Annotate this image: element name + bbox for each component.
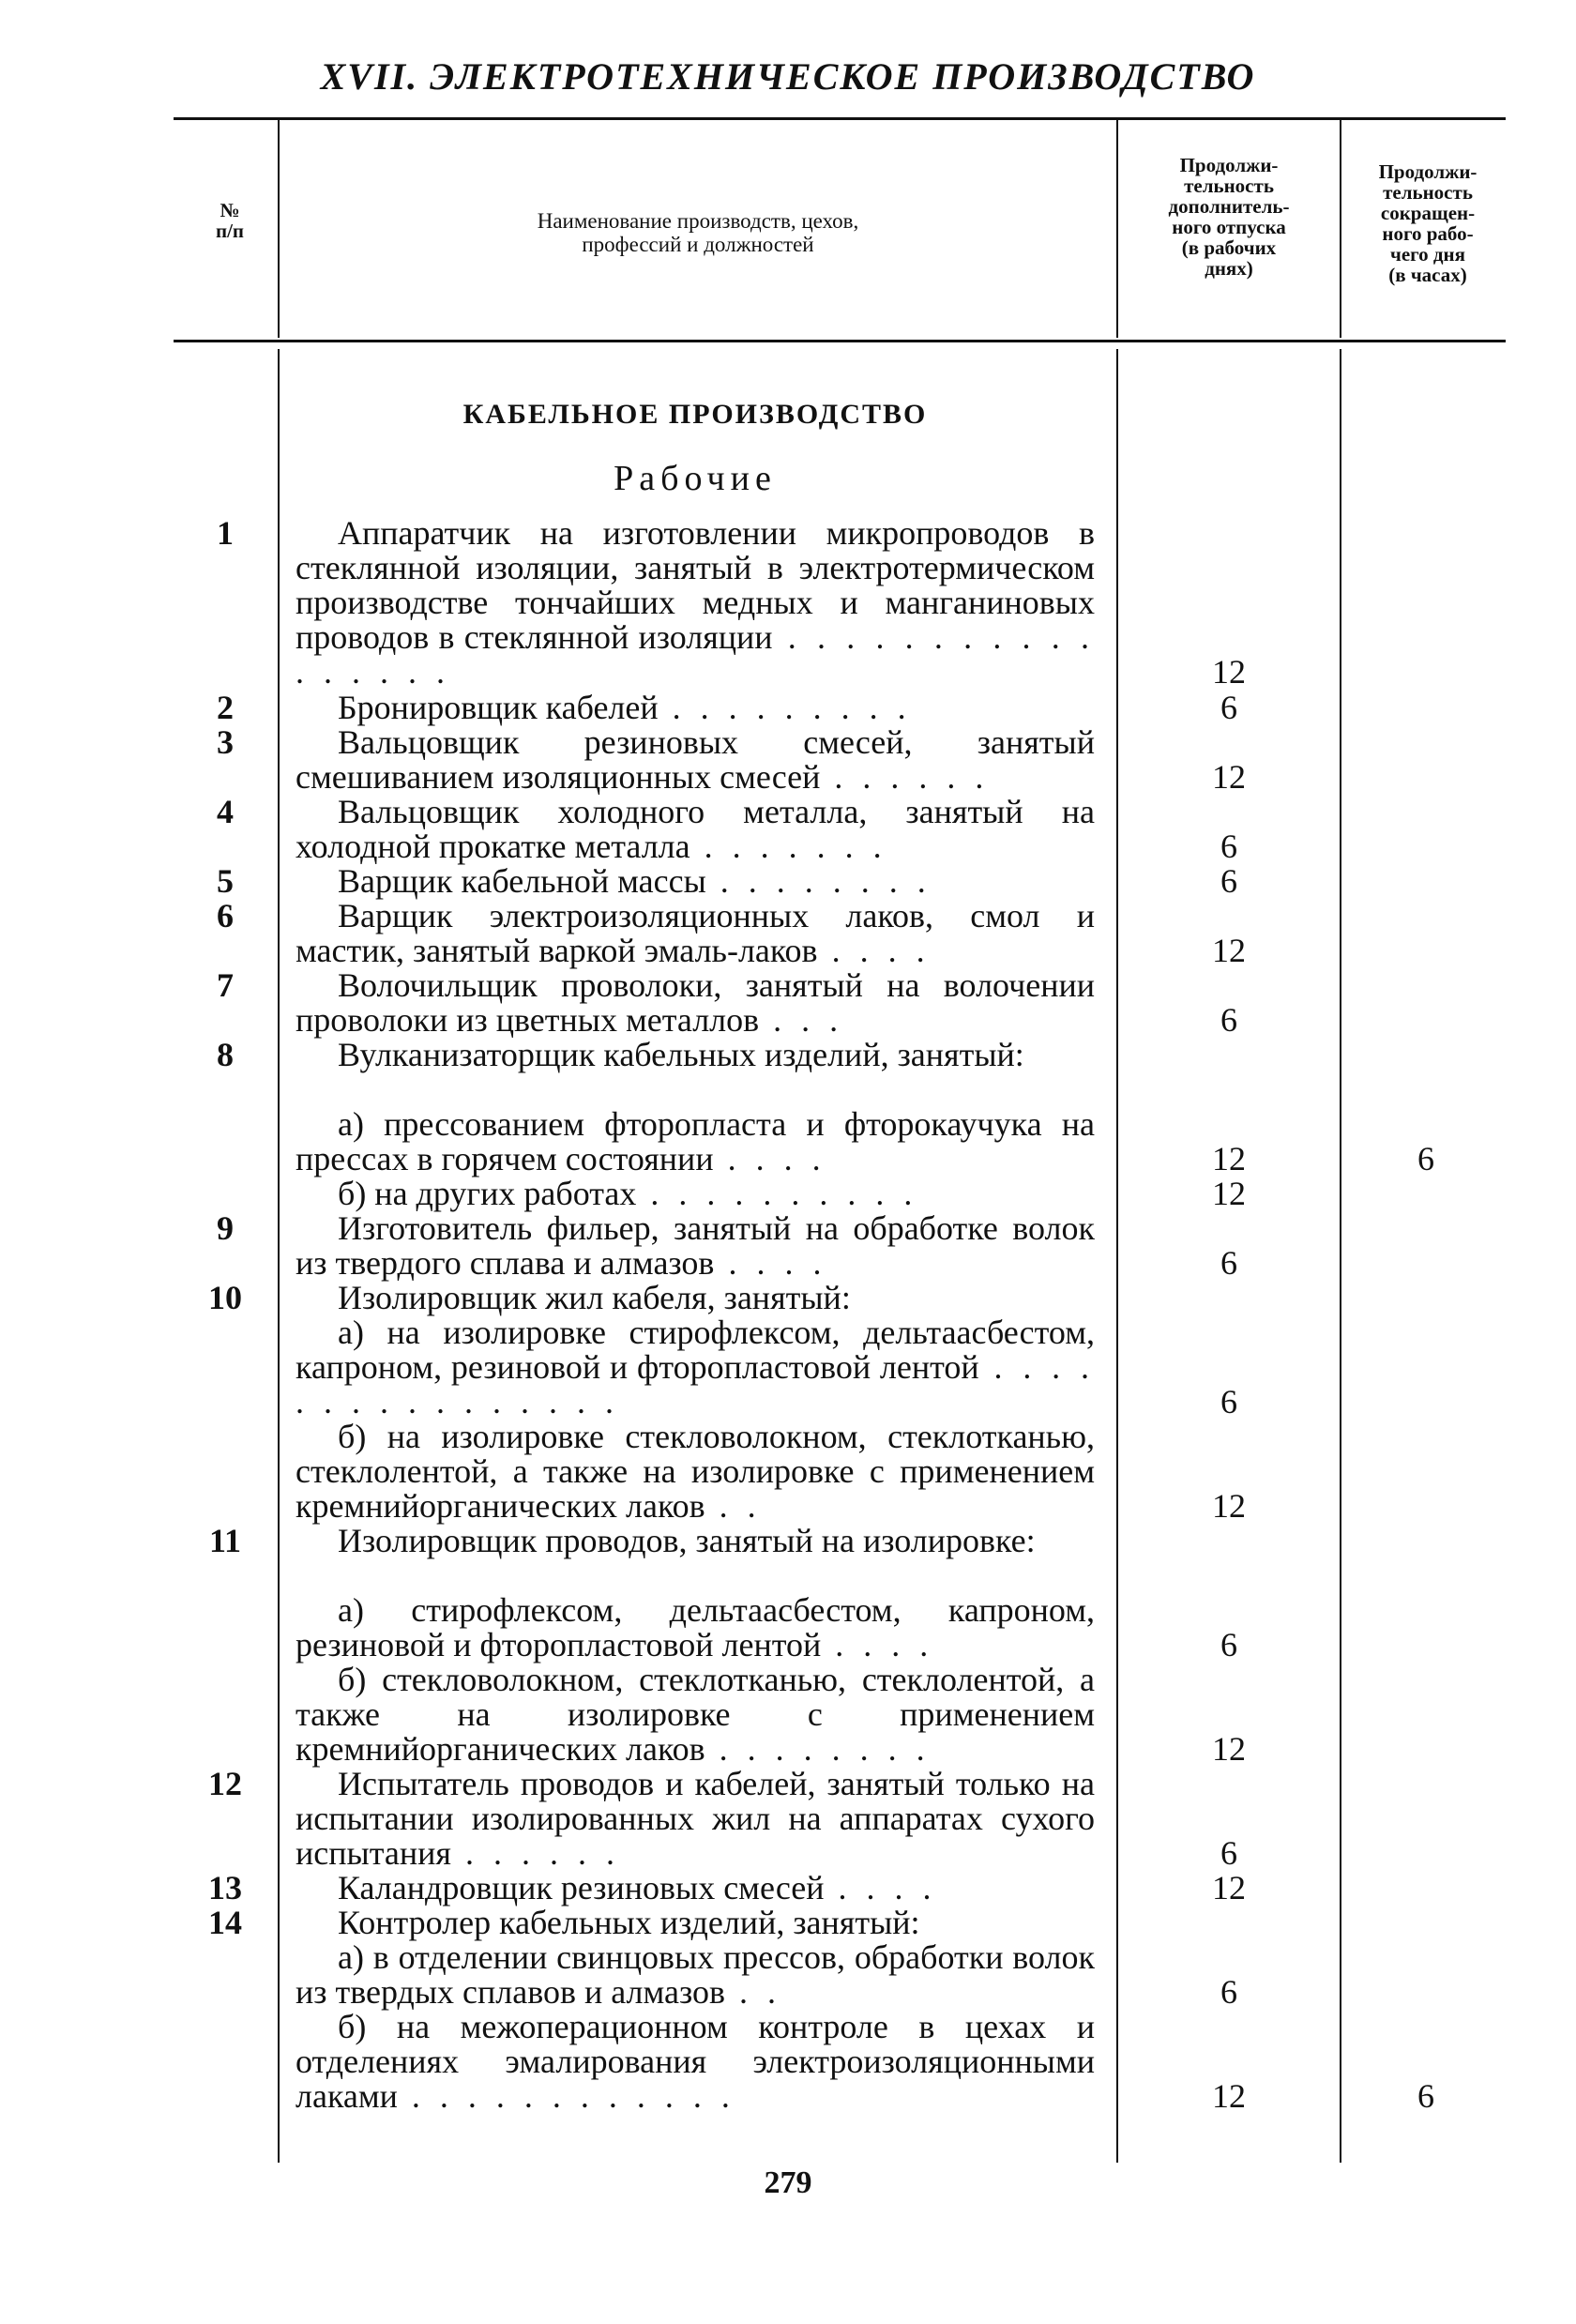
row-vacation: 12 <box>1212 1487 1246 1525</box>
row-vacation: 6 <box>1220 1626 1237 1663</box>
row-text: Изолировщик проводов, занятый на изолировке: <box>338 1522 1036 1559</box>
row-vacation: 12 <box>1212 1869 1246 1906</box>
row-number: 2 <box>217 689 234 726</box>
row-vacation: 6 <box>1220 1973 1237 2011</box>
row-text: Каландровщик резиновых смесей . . . . <box>338 1869 937 1906</box>
row-text: Варщик кабельной массы . . . . . . . . <box>338 862 932 900</box>
row-text: Бронировщик кабелей . . . . . . . . . <box>338 689 912 726</box>
subsection-title: Рабочие <box>614 459 777 498</box>
row-number: 1 <box>217 514 234 552</box>
row-text: Испытатель проводов и кабелей, занятый только на испытании изолированных жил на аппаратах сухого испытания . . . . . . <box>296 1765 1095 1872</box>
row-text: Аппаратчик на изготовлении микропроводов в стеклянной изоляции, занятый в электротермическом производстве тончайших медных и манганиновых проводов в стеклянной изоляции . . . . . . . . . . . . . . . . . <box>296 514 1095 691</box>
row-number: 3 <box>217 723 234 761</box>
row-text: а) в отделении свинцовых прессов, обработки волок из твердых сплавов и алмазов . . <box>296 1938 1095 2011</box>
row-number: 6 <box>217 897 234 934</box>
row-text: б) на межоперационном контроле в цехах и отделениях эмалирования электроизоляционными лаками . . . . . . . . . . . . <box>296 2008 1095 2115</box>
row-number: 10 <box>208 1279 242 1316</box>
column-divider-name <box>1116 120 1118 338</box>
row-text: а) на изолировке стирофлексом, дельтаасбестом, капроном, резиновой и фторопластовой лентой . . . . . . . . . . . . . . . . <box>296 1314 1095 1420</box>
row-vacation: 6 <box>1220 1383 1237 1420</box>
header-name: Наименование производств, цехов, профессий и должностей <box>537 209 859 256</box>
row-vacation: 12 <box>1212 758 1246 796</box>
row-text: а) стирофлексом, дельтаасбестом, капроном, резиновой и фторопластовой лентой . . . . <box>296 1591 1095 1663</box>
row-vacation: 12 <box>1212 2077 1246 2115</box>
row-vacation: 6 <box>1220 1244 1237 1282</box>
row-number: 11 <box>208 1522 241 1559</box>
page-number: 279 <box>764 2165 812 2200</box>
row-workday: 6 <box>1417 2077 1434 2115</box>
section-title: КАБЕЛЬНОЕ ПРОИЗВОДСТВО <box>462 399 928 430</box>
row-text: Изготовитель фильер, занятый на обработке волок из твердого сплава и алмазов . . . . <box>296 1209 1095 1282</box>
row-vacation: 12 <box>1212 932 1246 969</box>
row-vacation: 12 <box>1212 1175 1246 1212</box>
row-text: Вулканизаторщик кабельных изделий, занятый: <box>338 1036 1024 1073</box>
row-vacation: 12 <box>1212 1730 1246 1768</box>
header-num: № п/п <box>215 199 245 242</box>
row-number: 4 <box>217 793 234 830</box>
row-text: б) на других работах . . . . . . . . . . <box>338 1175 918 1212</box>
row-vacation: 6 <box>1220 1001 1237 1039</box>
row-number: 9 <box>217 1209 234 1247</box>
row-vacation: 6 <box>1220 828 1237 865</box>
row-number: 13 <box>208 1869 242 1906</box>
row-text: а) прессованием фторопласта и фторокаучука на прессах в горячем состоянии . . . . <box>296 1105 1095 1177</box>
column-divider-name <box>1116 349 1118 2163</box>
row-text: Волочильщик проволоки, занятый на волочении проволоки из цветных металлов . . . <box>296 966 1095 1039</box>
row-vacation: 12 <box>1212 1140 1246 1177</box>
row-text: Вальцовщик резиновых смесей, занятый смешиванием изоляционных смесей . . . . . . <box>296 723 1095 796</box>
row-vacation: 6 <box>1220 1834 1237 1872</box>
row-text: б) стекловолокном, стеклотканью, стеклолентой, а также на изолировке с применением кремнийорганических лаков . . . . . . . . <box>296 1661 1095 1768</box>
header-vacation: Продолжи- тельность дополнитель- ного отпуска (в рабочих днях) <box>1168 154 1290 280</box>
row-vacation: 6 <box>1220 862 1237 900</box>
row-number: 7 <box>217 966 234 1004</box>
header-bottom-rule <box>174 340 1506 342</box>
row-text: Изолировщик жил кабеля, занятый: <box>338 1279 851 1316</box>
column-divider-num <box>278 120 280 338</box>
header-workday: Продолжи- тельность сокращен- ного рабо- чего дня (в часах) <box>1378 160 1478 286</box>
row-workday: 6 <box>1417 1140 1434 1177</box>
row-vacation: 12 <box>1212 653 1246 691</box>
row-text: Вальцовщик холодного металла, занятый на холодной прокатке металла . . . . . . . <box>296 793 1095 865</box>
column-divider-num <box>278 349 280 2163</box>
row-number: 5 <box>217 862 234 900</box>
column-divider-vacation <box>1340 120 1341 338</box>
row-text: б) на изолировке стекловолокном, стеклотканью, стеклолентой, а также на изолировке с применением кремнийорганических лаков . . <box>296 1418 1095 1525</box>
row-number: 14 <box>208 1904 242 1941</box>
row-text: Варщик электроизоляционных лаков, смол и мастик, занятый варкой эмаль-лаков . . . . <box>296 897 1095 969</box>
column-divider-vacation <box>1340 349 1341 2163</box>
row-number: 12 <box>208 1765 242 1802</box>
page-title: XVII. ЭЛЕКТРОТЕХНИЧЕСКОЕ ПРОИЗВОДСТВО <box>320 55 1256 98</box>
row-number: 8 <box>217 1036 234 1073</box>
table-top-rule <box>174 117 1506 120</box>
row-vacation: 6 <box>1220 689 1237 726</box>
row-text: Контролер кабельных изделий, занятый: <box>338 1904 920 1941</box>
